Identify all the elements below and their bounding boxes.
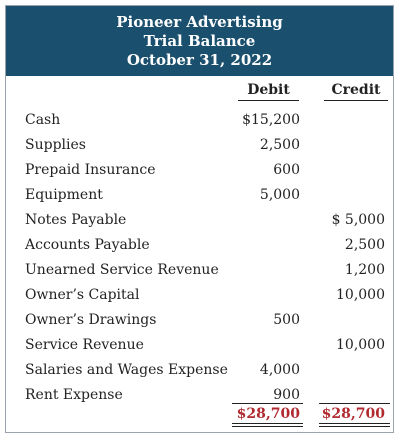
debit-amount: 900	[273, 387, 300, 403]
account-name: Cash	[25, 112, 61, 128]
debit-amount: 2,500	[259, 137, 300, 153]
table-row	[6, 208, 393, 233]
statement-date: October 31, 2022	[126, 51, 273, 69]
table-row	[6, 183, 393, 208]
credit-amount: $ 5,000	[331, 212, 385, 228]
debit-amount: 5,000	[259, 187, 300, 203]
debit-column-header	[238, 82, 299, 98]
double-underline	[319, 423, 390, 427]
account-rows	[6, 108, 393, 408]
table-row	[6, 133, 393, 158]
account-name: Owner’s Capital	[25, 287, 140, 303]
credit-amount: 1,200	[344, 262, 385, 278]
account-name: Notes Payable	[25, 212, 127, 228]
table-row	[6, 258, 393, 283]
double-underline	[232, 423, 303, 427]
single-underline	[232, 403, 303, 404]
table-row	[6, 358, 393, 383]
credit-amount: 2,500	[344, 237, 385, 253]
account-name: Owner’s Drawings	[25, 312, 157, 328]
account-name: Prepaid Insurance	[25, 162, 156, 178]
table-row	[6, 233, 393, 258]
debit-header-label: Debit	[247, 82, 290, 98]
statement-title: Trial Balance	[143, 32, 256, 50]
company-name: Pioneer Advertising	[116, 13, 283, 31]
table-row	[6, 283, 393, 308]
credit-column-header	[324, 82, 388, 98]
debit-total: $28,700	[236, 406, 300, 422]
table-header	[6, 6, 393, 76]
account-name: Supplies	[25, 137, 86, 153]
trial-balance-table	[5, 5, 394, 433]
single-underline	[319, 403, 390, 404]
account-name: Service Revenue	[25, 337, 144, 353]
account-name: Accounts Payable	[25, 237, 150, 253]
credit-amount: 10,000	[336, 337, 385, 353]
credit-header-label: Credit	[331, 82, 381, 98]
credit-amount: 10,000	[336, 287, 385, 303]
account-name: Rent Expense	[25, 387, 123, 403]
debit-amount: 4,000	[259, 362, 300, 378]
debit-amount: 600	[273, 162, 300, 178]
table-row	[6, 108, 393, 133]
debit-amount: $15,200	[242, 112, 300, 128]
table-row	[6, 158, 393, 183]
debit-amount: 500	[273, 312, 300, 328]
table-row	[6, 308, 393, 333]
table-row	[6, 333, 393, 358]
account-name: Equipment	[25, 187, 103, 203]
debit-header-underline	[238, 100, 299, 101]
account-name: Salaries and Wages Expense	[25, 362, 228, 378]
credit-total: $28,700	[321, 406, 385, 422]
credit-header-underline	[324, 100, 388, 101]
account-name: Unearned Service Revenue	[25, 262, 219, 278]
